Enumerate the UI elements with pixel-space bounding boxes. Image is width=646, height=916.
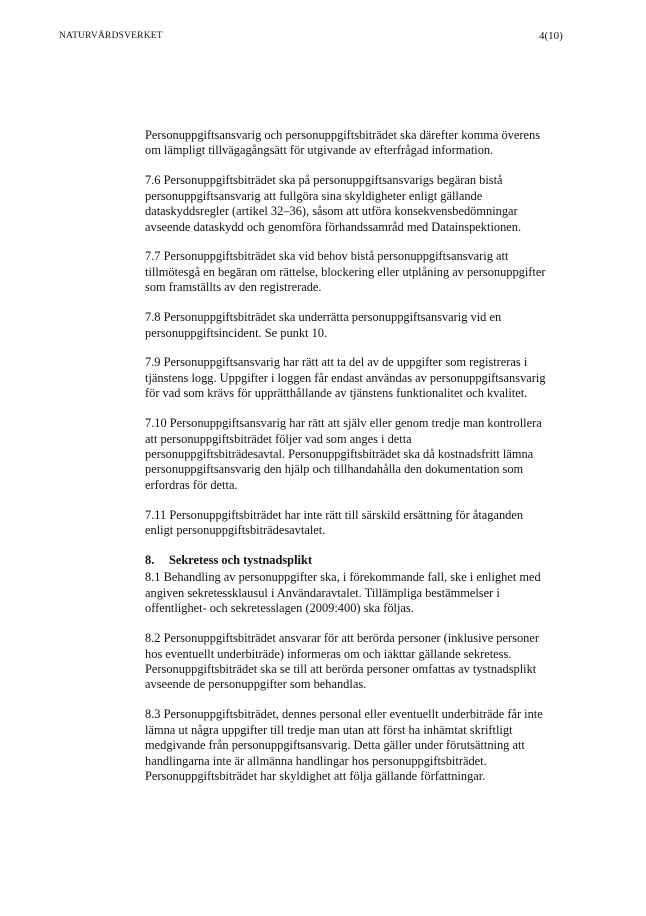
paragraph-7-8 bbox=[145, 310, 575, 341]
document-body bbox=[145, 128, 575, 799]
text-line: angiven sekretessklausul i Användaravtalet. Tillämpliga bestämmelser i bbox=[145, 585, 500, 600]
text-line: tillmötesgå en begäran om rättelse, blockering eller utplåning av personuppgifter bbox=[145, 264, 546, 279]
section-title: Sekretess och tystnadsplikt bbox=[169, 553, 312, 568]
text-line: personuppgiftsansvarig den hjälp och tillhandahålla den dokumentation som bbox=[145, 462, 524, 477]
text-line: personuppgiftsincident. Se punkt 10. bbox=[145, 325, 328, 340]
text-line: personuppgiftsansvarig att fullgöra sina skyldigheter enligt gällande bbox=[145, 188, 483, 203]
paragraph-7-6 bbox=[145, 173, 575, 235]
text-line: 7.7 Personuppgiftsbiträdet ska vid behov bistå personuppgiftsansvarig att bbox=[145, 249, 509, 264]
section-heading-8 bbox=[145, 553, 575, 568]
section-number: 8. bbox=[145, 553, 155, 568]
text-line: 7.9 Personuppgiftsansvarig har rätt att ta del av de uppgifter som registreras i bbox=[145, 355, 528, 370]
text-line: 7.8 Personuppgiftsbiträdet ska underrätta personuppgiftsansvarig vid en bbox=[145, 310, 502, 325]
text-line: att personuppgiftsbiträdet följer vad som anges i detta bbox=[145, 431, 412, 446]
text-line: erfordras för detta. bbox=[145, 477, 238, 492]
text-line: om lämpligt tillvägagångsätt för utgivande av efterfrågad information. bbox=[145, 143, 494, 158]
text-line: personuppgiftsbiträdesavtal. Personuppgiftsbiträdet ska då kostnadsfritt lämna bbox=[145, 447, 534, 461]
paragraph-8-2 bbox=[145, 631, 575, 693]
header-organization: NATURVÅRDSVERKET bbox=[59, 31, 163, 41]
paragraph-7-9 bbox=[145, 355, 575, 401]
text-line: avseende de personuppgifter som behandlas. bbox=[145, 677, 367, 692]
text-line: Personuppgiftsansvarig och personuppgiftsbiträdet ska därefter komma överens bbox=[145, 128, 541, 142]
paragraph-7-7 bbox=[145, 249, 575, 295]
text-line: enligt personuppgiftsbiträdesavtalet. bbox=[145, 523, 326, 538]
text-line: offentlighet- och sekretesslagen (2009:400) ska följas. bbox=[145, 601, 414, 616]
header-page-number: 4(10) bbox=[539, 30, 563, 42]
text-line: medgivande från personuppgiftsansvarig. Detta gäller under förutsättning att bbox=[145, 738, 525, 753]
text-line: 7.6 Personuppgiftsbiträdet ska på personuppgiftsansvarigs begäran bistå bbox=[145, 173, 503, 188]
paragraph-7-11 bbox=[145, 508, 575, 539]
text-line: Personuppgiftsbiträdet ska se till att berörda personer omfattas av tystnadsplikt bbox=[145, 661, 537, 676]
text-line: tjänstens logg. Uppgifter i loggen får endast användas av personuppgiftsansvarig bbox=[145, 370, 546, 385]
text-line: 8.3 Personuppgiftsbiträdet, dennes personal eller eventuellt underbiträde får inte bbox=[145, 707, 543, 722]
text-line: som framställts av den registrerade. bbox=[145, 280, 322, 295]
paragraph-8-3 bbox=[145, 707, 575, 784]
paragraph-7-10 bbox=[145, 416, 575, 493]
text-line: Personuppgiftsbiträdet har skyldighet att följa gällande författningar. bbox=[145, 768, 486, 783]
text-line: 8.1 Behandling av personuppgifter ska, i förekommande fall, ske i enlighet med bbox=[145, 570, 541, 585]
text-line: avseende dataskydd och genomföra förhandssamråd med Datainspektionen. bbox=[145, 219, 522, 234]
text-line: hos eventuellt underbiträde) informeras om och iakttar gällande sekretess. bbox=[145, 646, 512, 661]
text-line: för vad som krävs för upprätthållande av tjänstens funktionalitet och kvalitet. bbox=[145, 386, 528, 401]
text-line: 7.10 Personuppgiftsansvarig har rätt att själv eller genom tredje man kontrollera bbox=[145, 416, 542, 431]
text-line: 8.2 Personuppgiftsbiträdet ansvarar för att berörda personer (inklusive personer bbox=[145, 631, 539, 646]
text-line: 7.11 Personuppgiftsbiträdet har inte rätt till särskild ersättning för åtaganden bbox=[145, 507, 524, 522]
text-line: handlingarna inte är allmänna handlingar hos personuppgiftsbiträdet. bbox=[145, 753, 487, 768]
paragraph-intro bbox=[145, 128, 575, 159]
text-line: dataskyddsregler (artikel 32–36), såsom att utföra konsekvensbedömningar bbox=[145, 204, 518, 219]
text-line: lämna ut några uppgifter till tredje man utan att först ha inhämtat skriftligt bbox=[145, 722, 513, 737]
paragraph-8-1 bbox=[145, 570, 575, 616]
